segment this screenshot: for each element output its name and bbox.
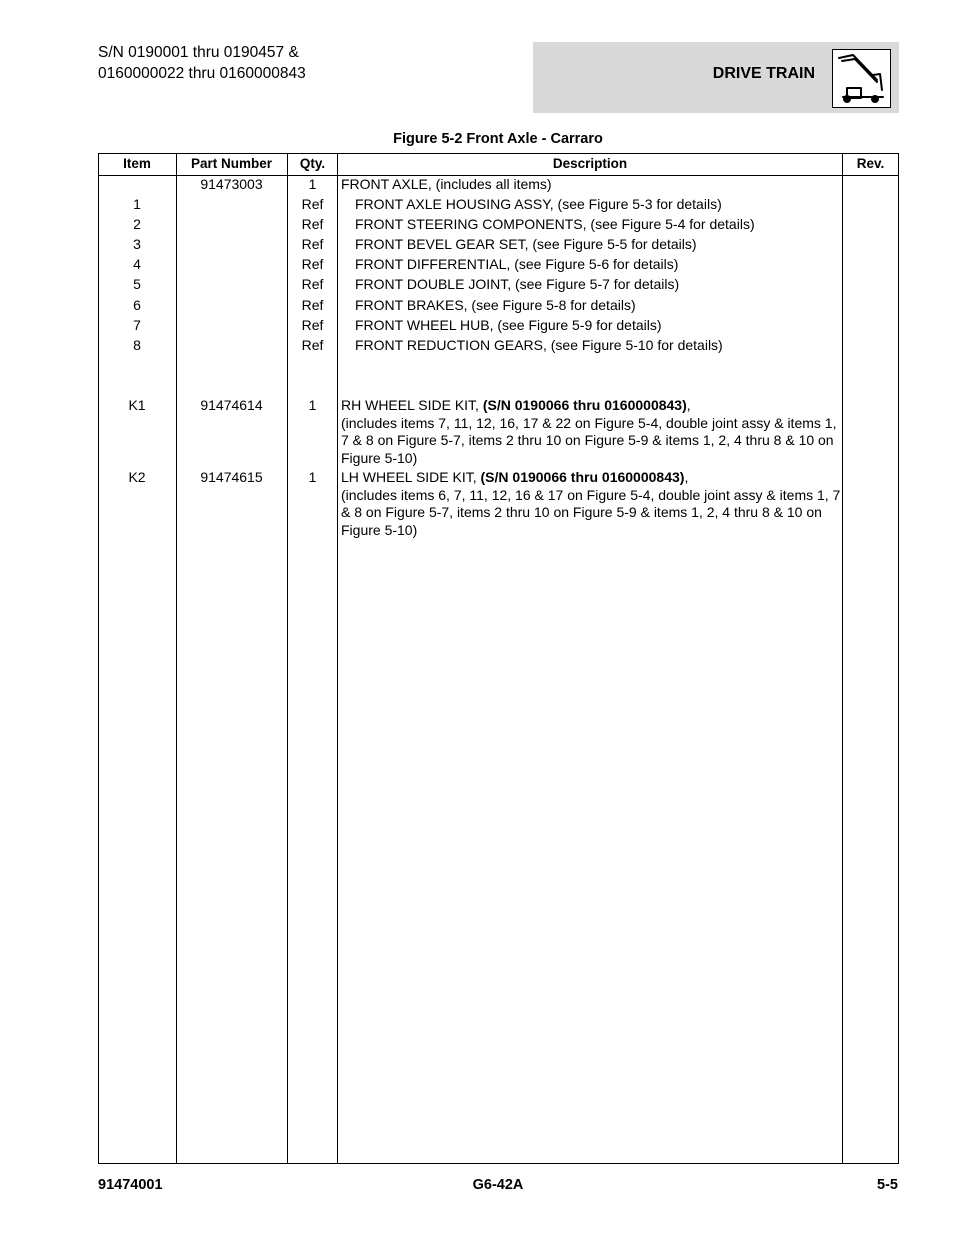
footer-page-number: 5-5 — [877, 1177, 898, 1193]
kit-title: RH WHEEL SIDE KIT, — [341, 397, 483, 413]
row-item: 5 — [133, 276, 141, 292]
row-description: FRONT BRAKES, (see Figure 5-8 for details) — [355, 297, 636, 313]
row-item: K2 — [128, 469, 146, 485]
serial-line-1: S/N 0190001 thru 0190457 & — [98, 44, 299, 61]
row-qty: 1 — [308, 176, 317, 192]
column-header-description: Description — [552, 156, 628, 171]
row-qty: Ref — [301, 337, 324, 353]
row-description: FRONT AXLE HOUSING ASSY, (see Figure 5-3 for details) — [355, 196, 722, 212]
row-item: 8 — [133, 337, 141, 353]
row-description: FRONT AXLE, (includes all items) — [341, 176, 552, 192]
column-divider — [842, 154, 843, 1163]
section-banner — [533, 42, 899, 113]
serial-line-2: 0160000022 thru 0160000843 — [98, 65, 306, 82]
row-description: FRONT DIFFERENTIAL, (see Figure 5-6 for details) — [355, 256, 679, 272]
column-header-qty: Qty. — [299, 156, 326, 171]
kit-includes: (includes items 6, 7, 11, 12, 16 & 17 on Figure 5-4, double joint assy & items 1, 7 & 8 on Figure 5-7, items 2 thru 10 on Figure 5-9 & items 1, 2, 4 thru 8 & 10 on Figure 5-10) — [341, 486, 841, 538]
row-part-number: 91473003 — [200, 176, 263, 192]
row-qty: Ref — [301, 216, 324, 232]
column-divider — [337, 154, 338, 1163]
kit-title-comma: , — [686, 397, 691, 413]
row-part-number: 91474614 — [200, 397, 263, 413]
row-item: 1 — [133, 196, 141, 212]
column-header-rev: Rev. — [856, 156, 885, 171]
row-qty: Ref — [301, 236, 324, 252]
row-description: FRONT BEVEL GEAR SET, (see Figure 5-5 for details) — [355, 236, 697, 252]
figure-title: Figure 5-2 Front Axle - Carraro — [393, 131, 603, 147]
row-qty: Ref — [301, 297, 324, 313]
kit-title-comma: , — [684, 469, 689, 485]
footer-model: G6-42A — [472, 1177, 524, 1193]
row-item: K1 — [128, 397, 146, 413]
kit-serial-range: (S/N 0190066 thru 0160000843) — [482, 397, 687, 413]
row-description: FRONT STEERING COMPONENTS, (see Figure 5-4 for details) — [355, 216, 755, 232]
column-divider — [176, 154, 177, 1163]
row-item: 2 — [133, 216, 141, 232]
row-description: FRONT REDUCTION GEARS, (see Figure 5-10 for details) — [355, 337, 723, 353]
row-description: FRONT WHEEL HUB, (see Figure 5-9 for details) — [355, 317, 662, 333]
telehandler-icon — [832, 49, 891, 108]
row-qty: Ref — [301, 196, 324, 212]
footer-doc-number: 91474001 — [98, 1177, 163, 1193]
row-description: FRONT DOUBLE JOINT, (see Figure 5-7 for details) — [355, 276, 680, 292]
row-qty: Ref — [301, 317, 324, 333]
row-qty: Ref — [301, 256, 324, 272]
row-qty: 1 — [308, 397, 317, 413]
parts-table — [98, 153, 899, 1164]
row-item: 4 — [133, 256, 141, 272]
row-qty: Ref — [301, 276, 324, 292]
column-header-item: Item — [123, 156, 151, 171]
row-item: 7 — [133, 317, 141, 333]
row-description — [341, 397, 841, 467]
row-part-number: 91474615 — [200, 469, 263, 485]
serial-range — [98, 42, 306, 84]
row-description — [341, 469, 841, 539]
section-title: DRIVE TRAIN — [712, 65, 815, 82]
row-item: 3 — [133, 236, 141, 252]
row-item: 6 — [133, 297, 141, 313]
kit-title: LH WHEEL SIDE KIT, — [341, 469, 481, 485]
row-qty: 1 — [308, 469, 317, 485]
kit-includes: (includes items 7, 11, 12, 16, 17 & 22 on Figure 5-4, double joint assy & items 1, 7 & 8 on Figure 5-7, items 2 thru 10 on Figure 5-9 & items 1, 2, 4 thru 8 & 10 on Figure 5-10) — [341, 414, 837, 466]
column-header-part-number: Part Number — [190, 156, 273, 171]
kit-serial-range: (S/N 0190066 thru 0160000843) — [480, 469, 685, 485]
